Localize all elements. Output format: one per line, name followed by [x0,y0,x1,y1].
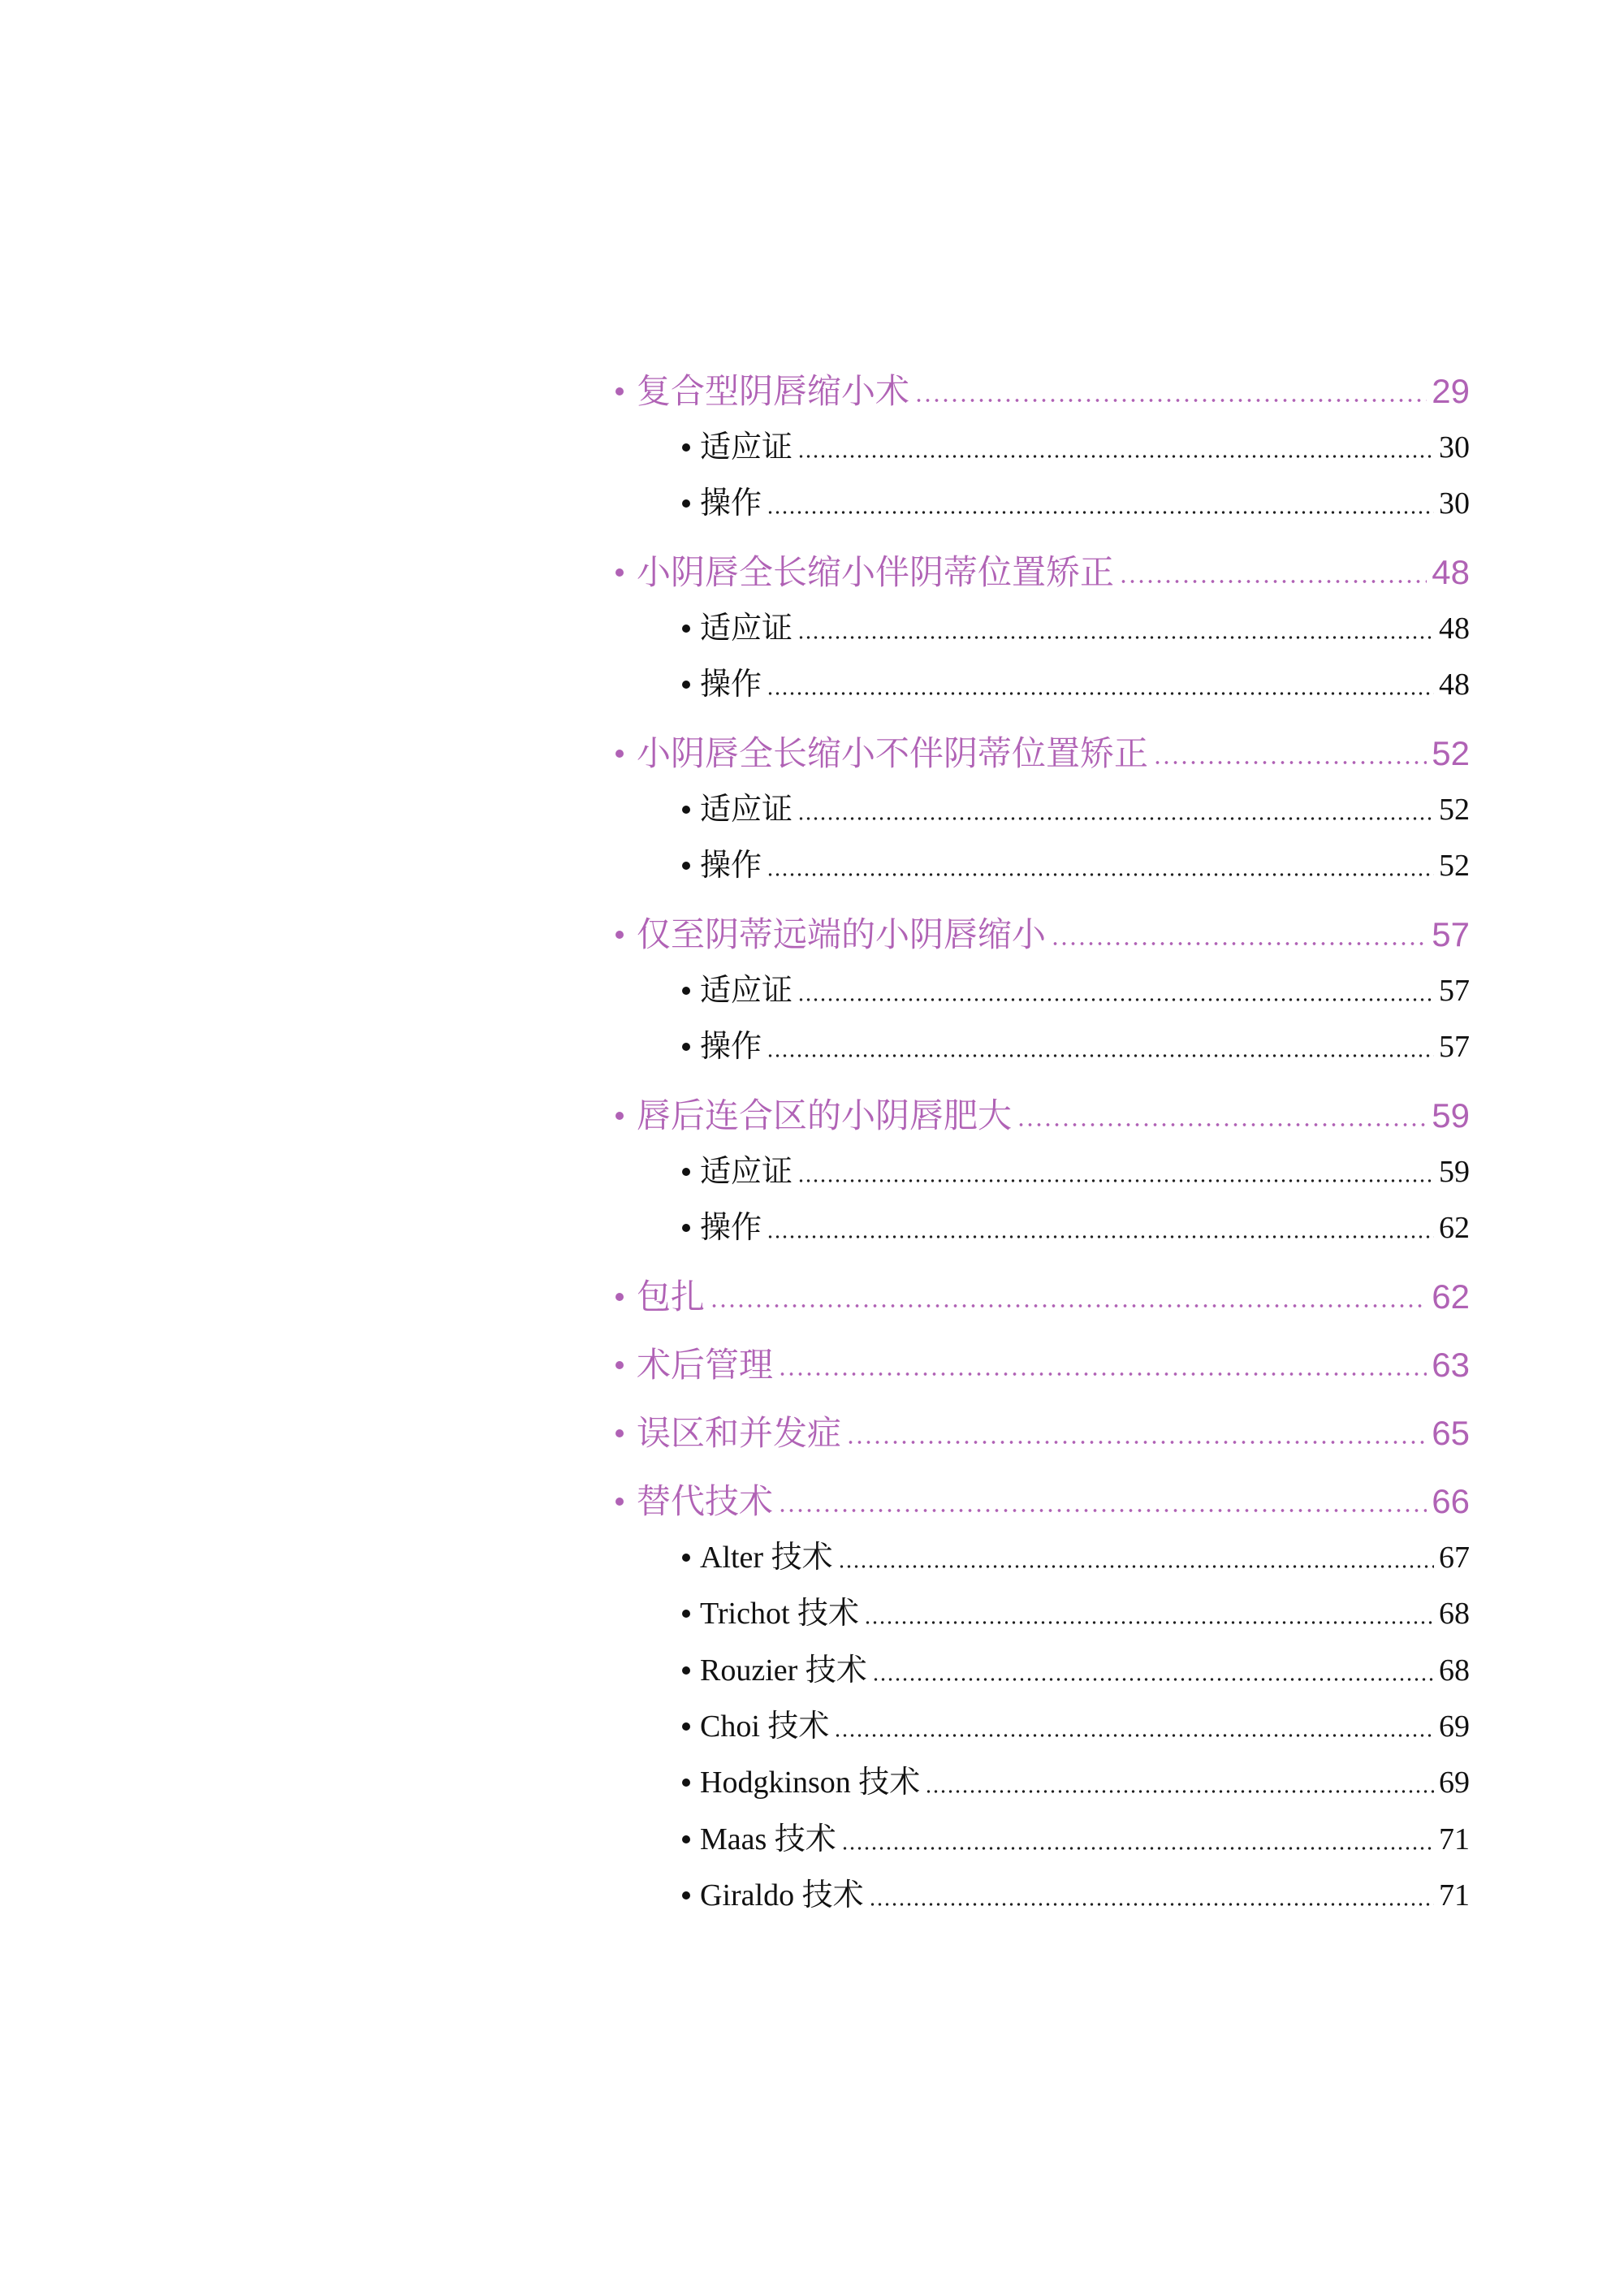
toc-entry-page: 63 [1432,1346,1470,1384]
toc-entry-subsection[interactable] [615,481,1470,526]
toc-entry-subsection[interactable] [615,1704,1470,1749]
bullet-icon [615,568,624,577]
toc-entry-title: 误区和并发症 [637,1414,842,1452]
toc-entry-section[interactable] [615,1273,1470,1321]
toc-entry-page: 29 [1432,372,1470,410]
toc-entry-title: 操作 [700,486,762,521]
dot-leader [914,367,1427,416]
toc-entry-subsection[interactable] [615,1205,1470,1251]
toc-entry-subsection[interactable] [615,425,1470,470]
toc-entry-page: 69 [1439,1709,1470,1744]
toc-entry-page: 71 [1439,1878,1470,1912]
bullet-icon [682,1891,690,1900]
toc-entry-page: 48 [1439,612,1470,646]
dot-leader [767,1205,1434,1251]
toc-entry-title: 适应证 [700,793,793,827]
dot-leader [1017,1091,1427,1140]
toc-entry-page: 57 [1439,1030,1470,1064]
toc-entry-section[interactable] [615,1409,1470,1458]
bullet-icon [615,931,624,939]
toc-entry-section[interactable] [615,1091,1470,1140]
toc-entry-subsection[interactable] [615,1760,1470,1805]
dot-leader [797,425,1434,470]
bullet-icon [682,681,690,689]
toc-entry-subsection[interactable] [615,1873,1470,1918]
dot-leader [838,1535,1434,1580]
toc-entry-page: 62 [1432,1277,1470,1316]
dot-leader [767,1024,1434,1070]
bullet-icon [682,625,690,633]
bullet-icon [682,1043,690,1051]
dot-leader [710,1273,1427,1321]
dot-leader [1119,548,1427,597]
toc-entry-title: 操作 [700,849,762,883]
toc-entry-title: 替代技术 [637,1482,774,1520]
dot-leader [864,1591,1434,1636]
toc-entry-title: Giraldo 技术 [700,1878,864,1912]
toc-entry-title: 适应证 [700,1155,793,1189]
dot-leader [834,1704,1434,1749]
bullet-icon [682,443,690,452]
dot-leader [797,606,1434,651]
toc-entry-page: 67 [1439,1541,1470,1575]
toc-entry-subsection[interactable] [615,1648,1470,1693]
toc-entry-page: 52 [1432,734,1470,772]
bullet-icon [682,862,690,870]
toc-entry-title: 操作 [700,1030,762,1064]
dot-leader [872,1648,1434,1693]
dot-leader [797,787,1434,832]
bullet-icon [615,1429,624,1437]
toc-entry-page: 52 [1439,793,1470,827]
toc-entry-section[interactable] [615,548,1470,597]
toc-entry-page: 65 [1432,1414,1470,1452]
bullet-icon [615,1498,624,1506]
toc-entry-page: 66 [1432,1482,1470,1520]
bullet-icon [615,1293,624,1301]
toc-entry-page: 30 [1439,430,1470,465]
toc-entry-page: 57 [1432,915,1470,953]
toc-entry-title: Choi 技术 [700,1709,830,1744]
bullet-icon [615,1112,624,1120]
toc-entry-subsection[interactable] [615,662,1470,707]
toc-entry-section[interactable] [615,729,1470,778]
toc-entry-subsection[interactable] [615,787,1470,832]
dot-leader [797,1149,1434,1195]
toc-entry-title: 唇后连合区的小阴唇肥大 [637,1096,1013,1135]
toc-entry-subsection[interactable] [615,1024,1470,1070]
toc-entry-subsection[interactable] [615,606,1470,651]
toc-entry-subsection[interactable] [615,968,1470,1014]
toc-entry-title: 小阴唇全长缩小不伴阴蒂位置矫正 [637,734,1149,772]
toc-entry-page: 68 [1439,1597,1470,1631]
bullet-icon [682,987,690,995]
toc-entry-title: 术后管理 [637,1346,774,1384]
bullet-icon [615,1361,624,1369]
toc-entry-page: 57 [1439,974,1470,1008]
toc-entry-title: Trichot 技术 [700,1597,860,1631]
toc-entry-section[interactable] [615,910,1470,959]
dot-leader [778,1477,1427,1526]
toc-entry-page: 59 [1439,1155,1470,1189]
toc-entry-subsection[interactable] [615,1591,1470,1636]
dot-leader [797,968,1434,1014]
toc-entry-title: 仅至阴蒂远端的小阴唇缩小 [637,915,1047,953]
toc-entry-title: 适应证 [700,974,793,1008]
toc-entry-title: 包扎 [637,1277,706,1316]
toc-entry-subsection[interactable] [615,1535,1470,1580]
bullet-icon [682,1168,690,1176]
toc-entry-title: 操作 [700,668,762,702]
toc-entry-title: Alter 技术 [700,1541,833,1575]
toc-entry-title: Rouzier 技术 [700,1653,867,1688]
toc-entry-subsection[interactable] [615,1149,1470,1195]
bullet-icon [615,387,624,395]
toc-entry-title: 操作 [700,1211,762,1245]
toc-entry-title: 适应证 [700,612,793,646]
dot-leader [767,481,1434,526]
bullet-icon [682,1610,690,1618]
dot-leader [841,1817,1434,1862]
toc-entry-page: 59 [1432,1096,1470,1135]
toc-entry-subsection[interactable] [615,1817,1470,1862]
toc-entry-section[interactable] [615,367,1470,416]
toc-entry-page: 52 [1439,849,1470,883]
dot-leader [767,662,1434,707]
dot-leader [1051,910,1427,959]
toc-entry-page: 68 [1439,1653,1470,1688]
toc-entry-page: 69 [1439,1766,1470,1800]
dot-leader [778,1341,1427,1390]
dot-leader [869,1873,1434,1918]
dot-leader [1153,729,1427,778]
bullet-icon [682,499,690,508]
toc-entry-title: Maas 技术 [700,1822,836,1856]
toc-entry-title: Hodgkinson 技术 [700,1766,921,1800]
toc-entry-section[interactable] [615,1477,1470,1526]
toc-entry-page: 62 [1439,1211,1470,1245]
dot-leader [767,843,1434,888]
toc-entry-page: 48 [1432,553,1470,591]
toc-entry-title: 小阴唇全长缩小伴阴蒂位置矫正 [637,553,1115,591]
bullet-icon [682,1666,690,1675]
toc-entry-section[interactable] [615,1341,1470,1390]
bullet-icon [682,1224,690,1232]
dot-leader [846,1409,1427,1458]
toc-entry-page: 48 [1439,668,1470,702]
toc-entry-title: 适应证 [700,430,793,465]
toc-entry-page: 71 [1439,1822,1470,1856]
bullet-icon [682,1554,690,1562]
toc-entry-subsection[interactable] [615,843,1470,888]
bullet-icon [682,1778,690,1787]
bullet-icon [682,806,690,814]
bullet-icon [615,750,624,758]
toc-entry-title: 复合型阴唇缩小术 [637,372,910,410]
toc-entry-page: 30 [1439,486,1470,521]
bullet-icon [682,1835,690,1843]
bullet-icon [682,1722,690,1731]
dot-leader [925,1760,1434,1805]
